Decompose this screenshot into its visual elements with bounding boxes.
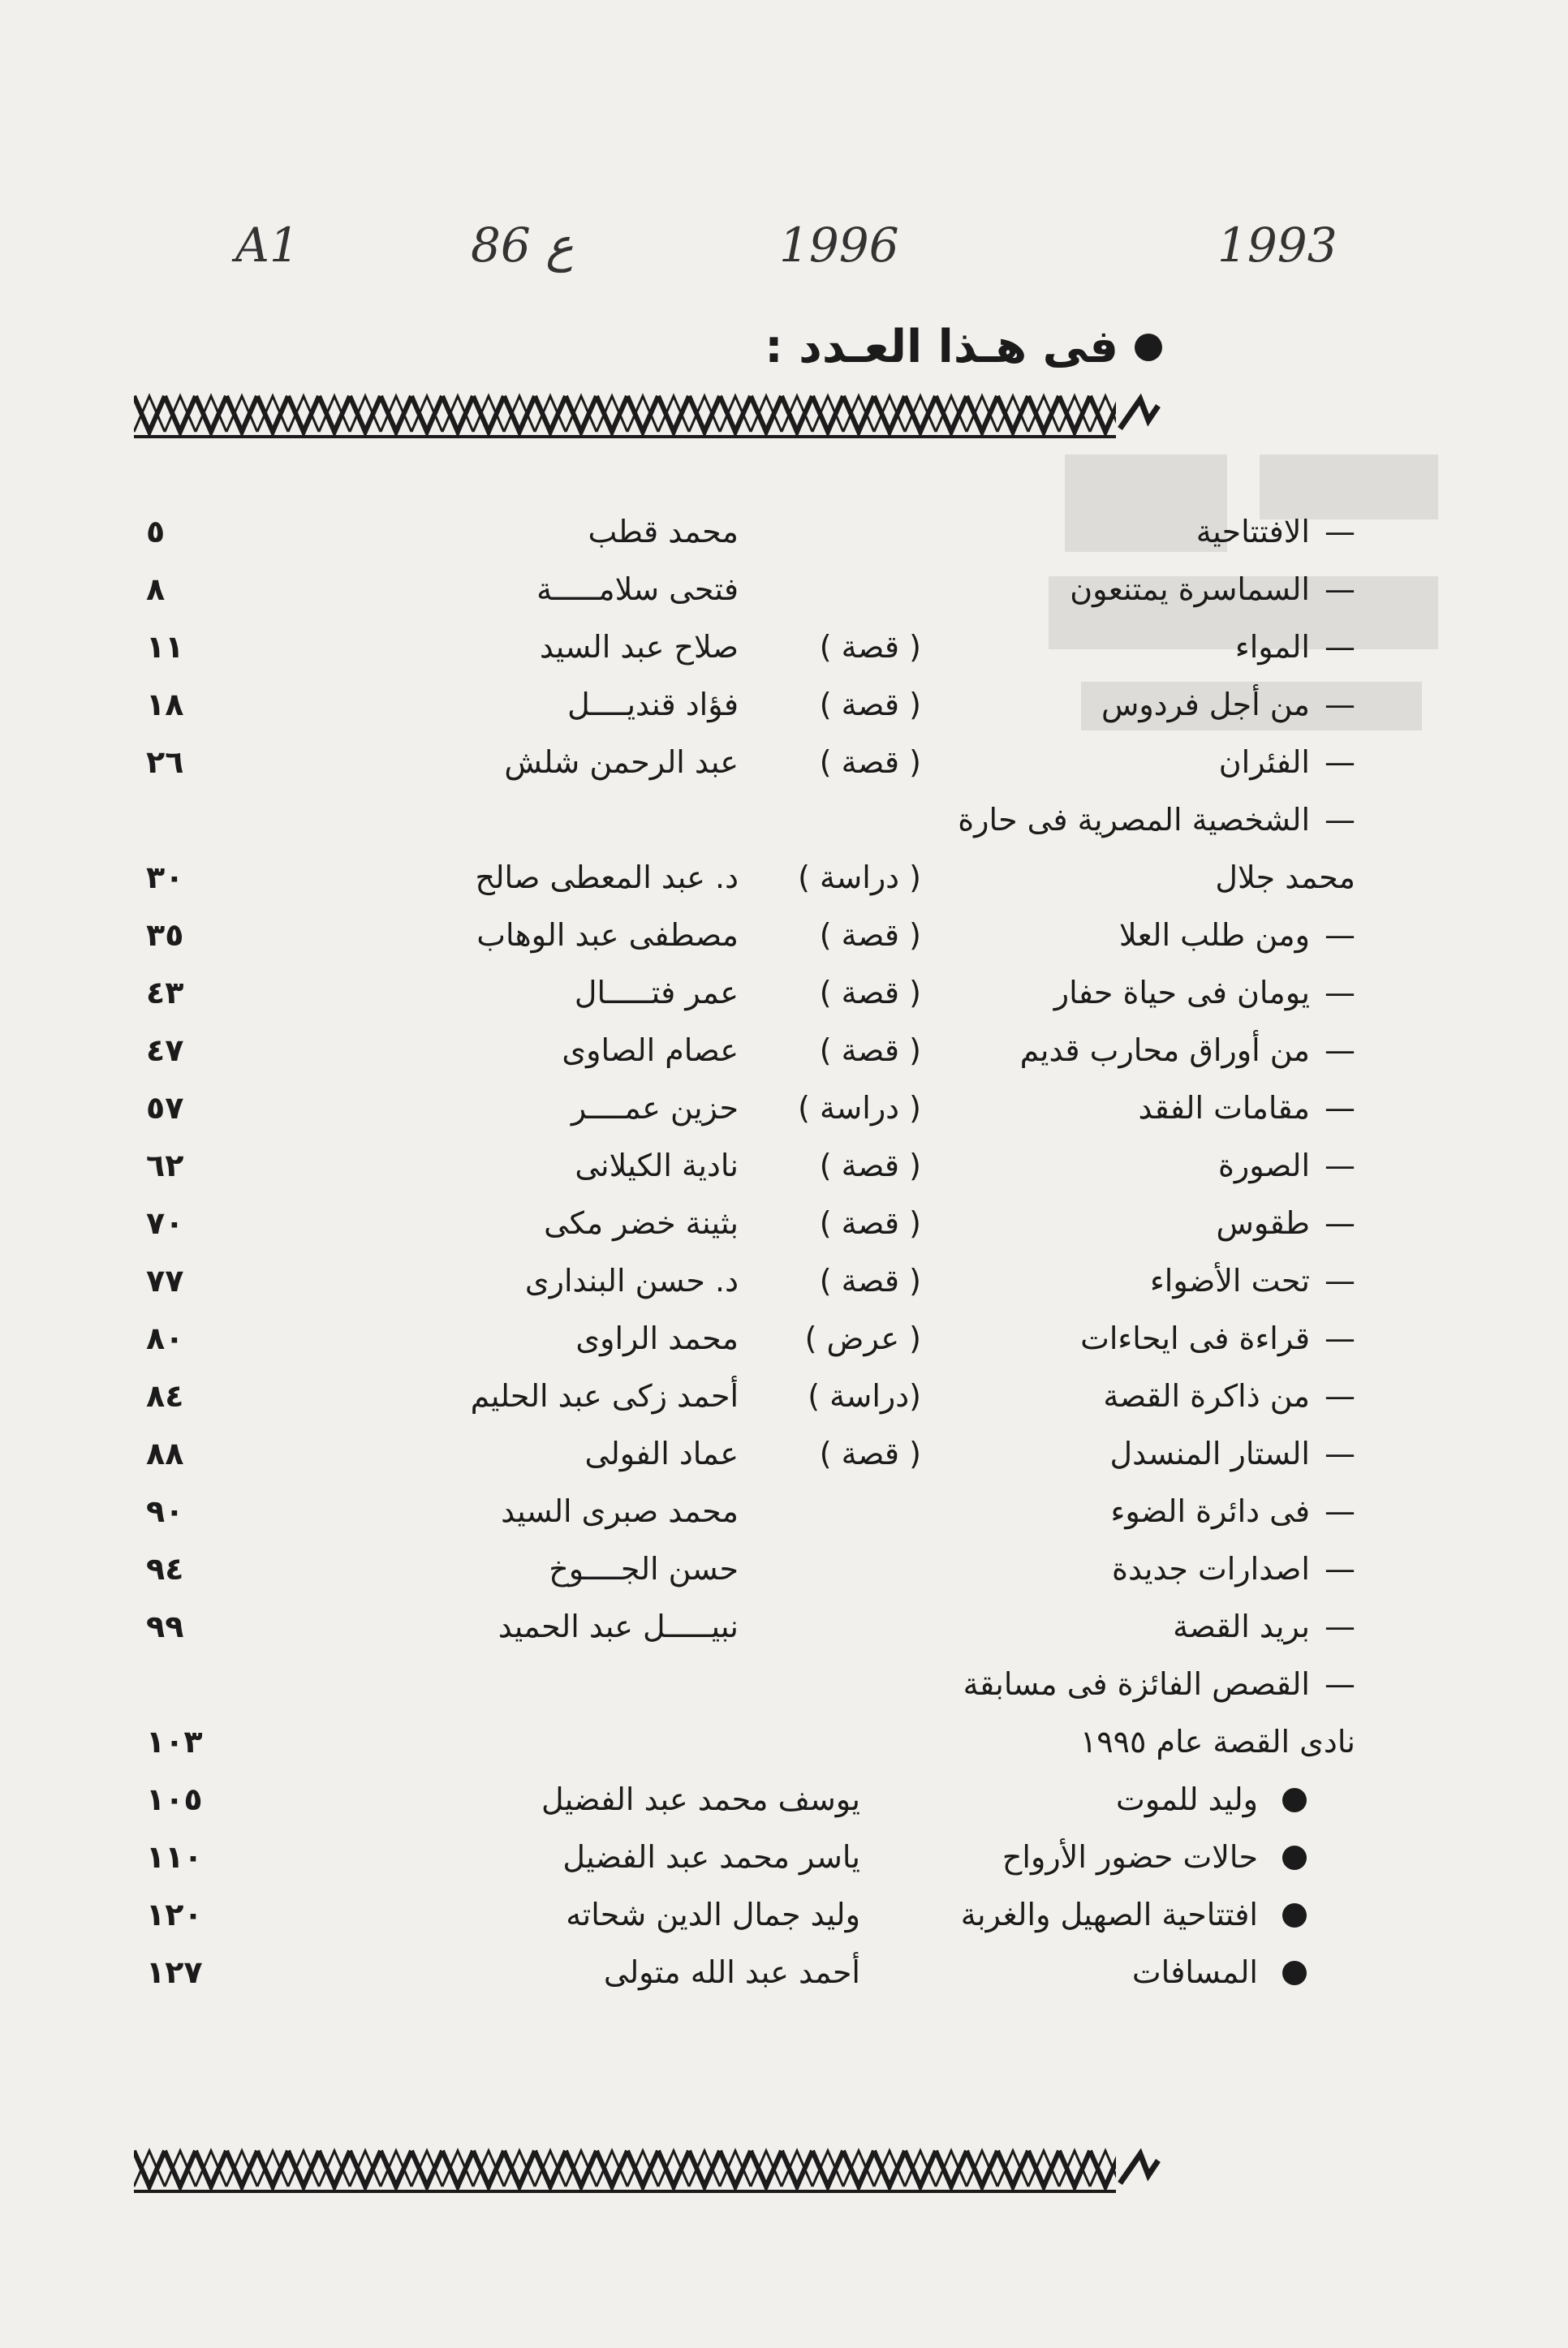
entry-title-text: من ذاكرة القصة <box>1103 1378 1310 1414</box>
prize-story-author: يوسف محمد عبد الفضيل <box>541 1781 860 1817</box>
entry-page-number: ٥ <box>146 514 166 549</box>
entry-author: فتحى سلامـــــة <box>536 571 739 607</box>
entry-genre: ( قصة ) <box>819 629 921 665</box>
entry-title <box>1070 561 1355 618</box>
entry-page-number: ٩٠ <box>146 1493 184 1529</box>
entry-dash: — <box>1325 1436 1355 1471</box>
prize-story-author: ياسر محمد عبد الفضيل <box>562 1839 860 1875</box>
entry-author: عمر فتـــــال <box>574 975 739 1010</box>
prize-story-entry <box>146 1886 1355 1944</box>
prize-story-author: وليد جمال الدين شحاته <box>566 1897 860 1932</box>
prize-story-page-number: ١١٠ <box>146 1839 203 1875</box>
entry-dash: — <box>1325 1609 1355 1644</box>
entry-title <box>1139 1079 1355 1137</box>
entry-title <box>1080 1713 1355 1771</box>
toc-entry <box>146 964 1355 1022</box>
entry-page-number: ٧٧ <box>146 1263 184 1299</box>
entry-title-text: ومن طلب العلا <box>1118 917 1310 953</box>
entry-author: بثينة خضر مكى <box>544 1205 739 1241</box>
toc-entry <box>146 1540 1355 1598</box>
toc-entry <box>146 1252 1355 1310</box>
entry-title-text: القصص الفائزة فى مسابقة <box>963 1666 1310 1702</box>
entry-title <box>1219 734 1355 791</box>
handwritten-note-2: 86 ع <box>471 218 574 273</box>
entry-author: محمد صبرى السيد <box>501 1493 739 1529</box>
entry-author: أحمد زكى عبد الحليم <box>470 1378 739 1414</box>
entry-author: محمد قطب <box>588 514 739 549</box>
entry-author: حسن الجــــوخ <box>549 1551 739 1587</box>
entry-title <box>1173 1598 1355 1656</box>
entry-page-number: ٤٧ <box>146 1032 184 1068</box>
entry-author: د. عبد المعطى صالح <box>475 859 739 895</box>
prize-story-entry <box>146 1944 1355 2001</box>
entry-page-number: ٨٤ <box>146 1378 184 1414</box>
entry-title-text: الستار المنسدل <box>1109 1436 1310 1471</box>
entry-page-number: ٦٢ <box>146 1148 184 1183</box>
prize-story-page-number: ١٢٧ <box>146 1954 203 1990</box>
entry-title <box>1020 1022 1355 1079</box>
bullet-icon <box>1282 1903 1307 1928</box>
prize-story-entry <box>146 1771 1355 1829</box>
prize-story-title <box>961 1886 1307 1944</box>
table-of-contents <box>146 503 1355 2001</box>
entry-dash: — <box>1325 802 1355 838</box>
entry-title-text: السماسرة يمتنعون <box>1070 571 1310 607</box>
toc-entry <box>146 618 1355 676</box>
entry-title-text: طقوس <box>1216 1205 1310 1241</box>
entry-page-number: ٩٩ <box>146 1609 184 1644</box>
ornamental-border-bottom <box>134 2143 1161 2195</box>
heading-bullet-icon <box>1135 334 1162 361</box>
entry-page-number: ٨ <box>146 571 166 607</box>
entry-author: فؤاد قنديــــل <box>567 687 739 722</box>
entry-title <box>1110 1483 1355 1540</box>
entry-genre: ( قصة ) <box>819 1205 921 1241</box>
entry-page-number: ١١ <box>146 629 184 665</box>
entry-title <box>963 1656 1355 1713</box>
entry-author: نبيـــــل عبد الحميد <box>498 1609 739 1644</box>
entry-page-number: ٣٠ <box>146 859 184 895</box>
entry-dash: — <box>1325 975 1355 1010</box>
toc-entry <box>146 1656 1355 1713</box>
entry-title-text: بريد القصة <box>1173 1609 1310 1644</box>
entry-author: د. حسن البندارى <box>524 1263 739 1299</box>
prize-story-author: أحمد عبد الله متولى <box>603 1954 860 1990</box>
entry-dash: — <box>1325 629 1355 665</box>
heading-text: فى هـذا العـدد : <box>765 321 1118 373</box>
entry-dash: — <box>1325 1320 1355 1356</box>
entry-dash: — <box>1325 1493 1355 1529</box>
toc-entry <box>146 1713 1355 1771</box>
entry-title-text: الشخصية المصرية فى حارة <box>958 802 1310 838</box>
prize-story-title-text: المسافات <box>1131 1954 1258 1990</box>
toc-entry <box>146 1425 1355 1483</box>
entry-page-number: ٨٠ <box>146 1320 184 1356</box>
prize-story-title <box>1116 1771 1307 1829</box>
entry-genre: ( قصة ) <box>819 744 921 780</box>
entry-title <box>1217 1195 1355 1252</box>
entry-title <box>1196 503 1355 561</box>
entry-title <box>1218 1137 1355 1195</box>
entry-dash: — <box>1325 1148 1355 1183</box>
prize-story-title <box>1002 1829 1307 1886</box>
entry-author: عماد الفولى <box>584 1436 739 1471</box>
entry-title-text: الافتتاحية <box>1195 514 1310 549</box>
entry-title <box>1080 1310 1355 1368</box>
toc-entry <box>146 1079 1355 1137</box>
entry-page-number: ٧٠ <box>146 1205 184 1241</box>
prize-story-title <box>1132 1944 1307 2001</box>
entry-title-text: محمد جلال <box>1215 859 1355 895</box>
entry-title-text: المواء <box>1234 629 1310 665</box>
entry-dash: — <box>1325 1378 1355 1414</box>
entry-author: حزين عمــــر <box>571 1090 739 1126</box>
bullet-icon <box>1282 1788 1307 1812</box>
entry-author: عصام الصاوى <box>562 1032 739 1068</box>
prize-story-title-text: حالات حضور الأرواح <box>1002 1839 1258 1875</box>
entry-dash: — <box>1325 571 1355 607</box>
prize-story-title-text: وليد للموت <box>1116 1781 1258 1817</box>
entry-page-number: ٥٧ <box>146 1090 184 1126</box>
entry-page-number: ١٨ <box>146 687 184 722</box>
entry-genre: ( دراسة ) <box>798 859 921 895</box>
entry-author: عبد الرحمن شلش <box>504 744 739 780</box>
toc-entry <box>146 734 1355 791</box>
entry-genre: ( عرض ) <box>804 1320 921 1356</box>
entry-dash: — <box>1325 744 1355 780</box>
entry-author: محمد الراوى <box>575 1320 739 1356</box>
entry-genre: (دراسة ) <box>808 1378 921 1414</box>
entry-page-number: ٨٨ <box>146 1436 184 1471</box>
bullet-icon <box>1282 1846 1307 1870</box>
toc-entry <box>146 907 1355 964</box>
toc-entry <box>146 1483 1355 1540</box>
entry-dash: — <box>1325 1090 1355 1126</box>
prize-story-title-text: افتتاحية الصهيل والغربة <box>960 1897 1258 1932</box>
entry-genre: ( قصة ) <box>819 917 921 953</box>
entry-genre: ( قصة ) <box>819 975 921 1010</box>
toc-entry <box>146 561 1355 618</box>
bullet-icon <box>1282 1961 1307 1985</box>
entry-dash: — <box>1325 514 1355 549</box>
prize-story-page-number: ١٠٥ <box>146 1781 203 1817</box>
entry-title <box>1103 1368 1355 1425</box>
entry-title <box>1119 907 1355 964</box>
entry-title-text: مقامات الفقد <box>1138 1090 1310 1126</box>
entry-title <box>958 791 1355 849</box>
entry-page-number: ٤٣ <box>146 975 184 1010</box>
entry-title-text: فى دائرة الضوء <box>1110 1493 1310 1529</box>
entry-title-text: يومان فى حياة حفار <box>1053 975 1310 1010</box>
entry-title-text: اصدارات جديدة <box>1112 1551 1310 1587</box>
entry-title-text: الفئران <box>1218 744 1310 780</box>
entry-dash: — <box>1325 687 1355 722</box>
entry-title-text: تحت الأضواء <box>1149 1263 1310 1299</box>
entry-page-number: ٢٦ <box>146 744 184 780</box>
prize-story-page-number: ١٢٠ <box>146 1897 203 1932</box>
entry-title <box>1215 849 1355 907</box>
toc-entry <box>146 1310 1355 1368</box>
handwritten-note-1: A1 <box>235 218 299 273</box>
entry-title-text: نادى القصة عام ١٩٩٥ <box>1079 1724 1355 1760</box>
entry-author: مصطفى عبد الوهاب <box>476 917 739 953</box>
handwritten-note-4: 1993 <box>1217 218 1338 273</box>
entry-dash: — <box>1325 1551 1355 1587</box>
entry-page-number: ١٠٣ <box>146 1724 203 1760</box>
entry-genre: ( قصة ) <box>819 1263 921 1299</box>
entry-genre: ( قصة ) <box>819 1032 921 1068</box>
entry-title <box>1109 1425 1355 1483</box>
entry-genre: ( دراسة ) <box>798 1090 921 1126</box>
entry-dash: — <box>1325 1263 1355 1299</box>
toc-entry <box>146 1195 1355 1252</box>
section-heading <box>765 321 1162 373</box>
entry-dash: — <box>1325 1032 1355 1068</box>
entry-page-number: ٣٥ <box>146 917 184 953</box>
entry-title <box>1101 676 1355 734</box>
entry-dash: — <box>1325 917 1355 953</box>
toc-entry <box>146 791 1355 849</box>
entry-page-number: ٩٤ <box>146 1551 184 1587</box>
entry-genre: ( قصة ) <box>819 1148 921 1183</box>
entry-title-text: الصورة <box>1218 1148 1310 1183</box>
entry-genre: ( قصة ) <box>819 687 921 722</box>
toc-entry <box>146 849 1355 907</box>
entry-author: نادية الكيلانى <box>575 1148 739 1183</box>
prize-story-entry <box>146 1829 1355 1886</box>
toc-entry <box>146 1022 1355 1079</box>
entry-title <box>1054 964 1355 1022</box>
entry-author: صلاح عبد السيد <box>539 629 739 665</box>
entry-title <box>1235 618 1355 676</box>
toc-entry <box>146 1368 1355 1425</box>
entry-dash: — <box>1325 1666 1355 1702</box>
toc-entry <box>146 676 1355 734</box>
entry-title-text: قراءة فى ايحاءات <box>1080 1320 1310 1356</box>
handwritten-note-3: 1996 <box>779 218 899 273</box>
toc-entry <box>146 1137 1355 1195</box>
entry-title <box>1112 1540 1355 1598</box>
ornamental-border-top <box>134 388 1161 440</box>
toc-entry <box>146 503 1355 561</box>
toc-entry <box>146 1598 1355 1656</box>
entry-title-text: من أوراق محارب قديم <box>1019 1032 1310 1068</box>
entry-title-text: من أجل فردوس <box>1101 687 1310 722</box>
entry-genre: ( قصة ) <box>819 1436 921 1471</box>
entry-dash: — <box>1325 1205 1355 1241</box>
entry-title <box>1150 1252 1355 1310</box>
